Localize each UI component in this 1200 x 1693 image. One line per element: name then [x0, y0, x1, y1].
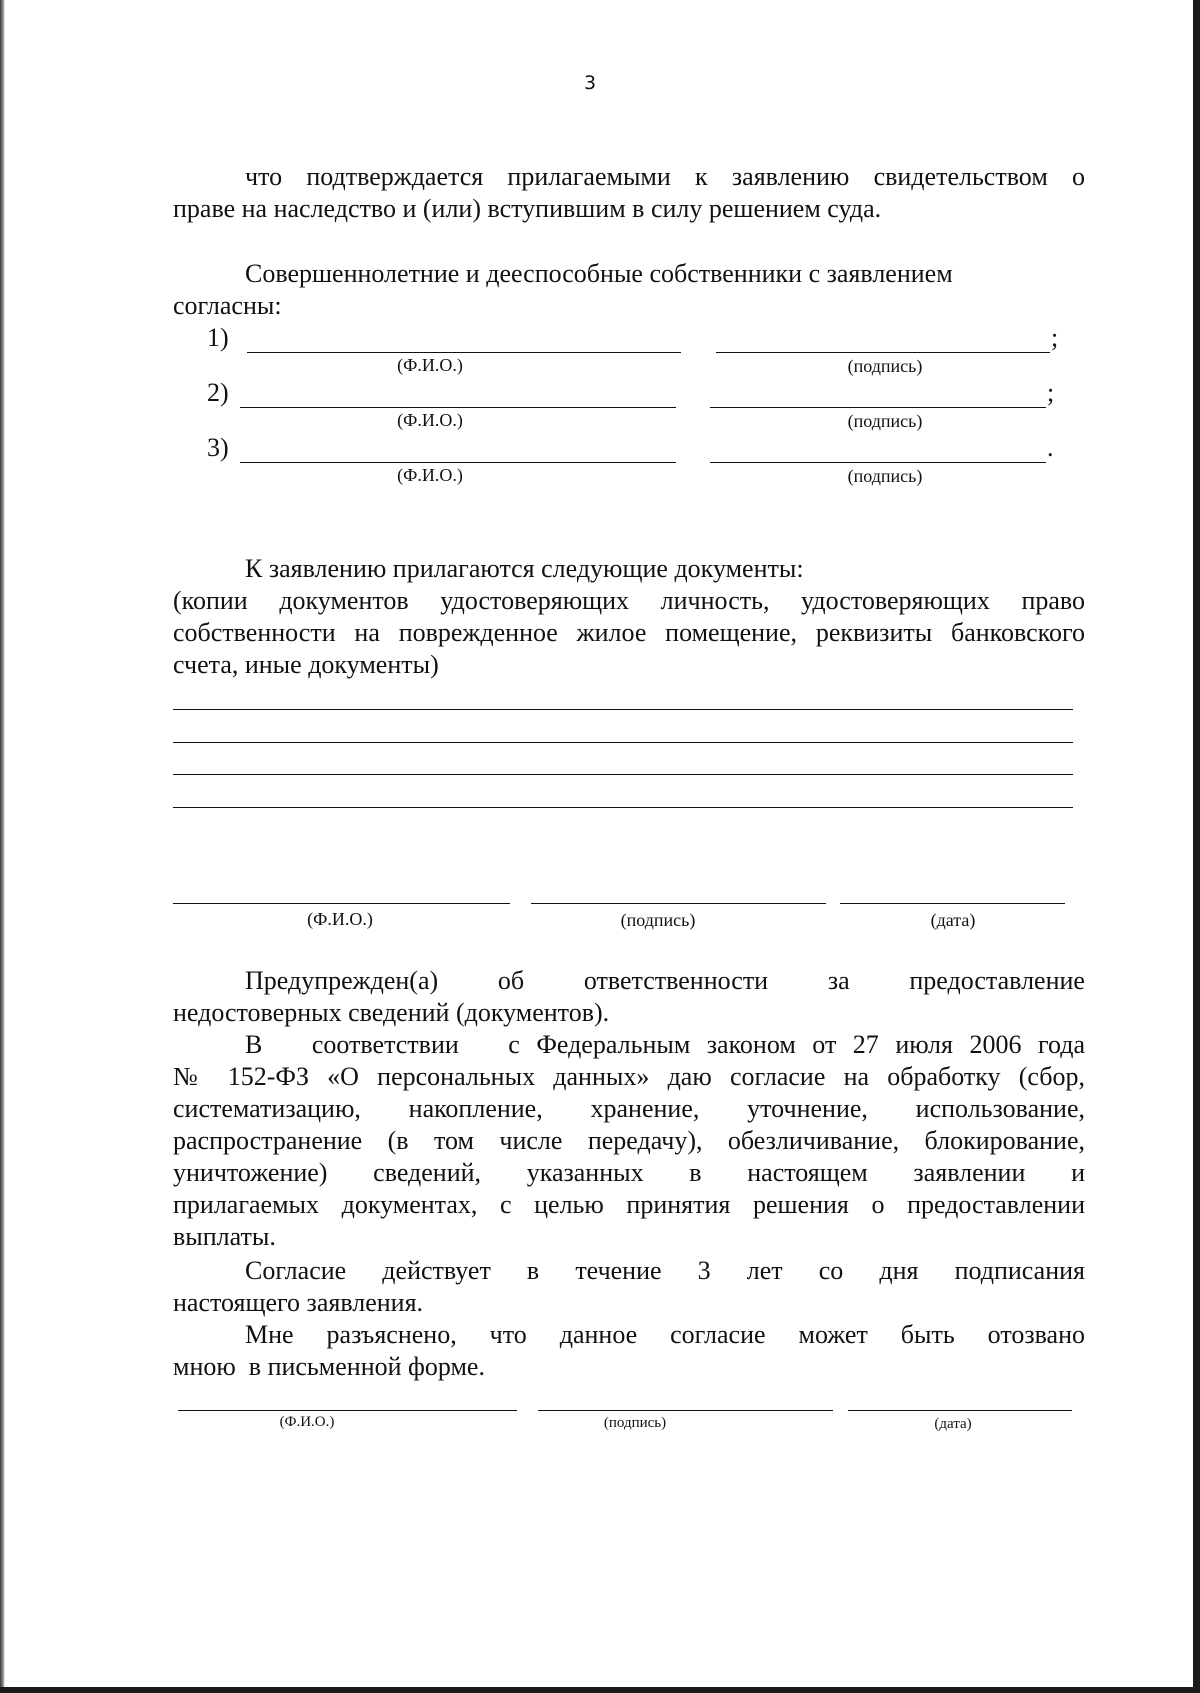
revocation-line-2: мною в письменной форме.: [173, 1352, 485, 1381]
fio-caption: (Ф.И.О.): [279, 1414, 335, 1430]
consent-line-6: прилагаемых документах, с целью принятия решения о предоставлении: [173, 1190, 1085, 1219]
intro-line-2: праве на наследство и (или) вступившим в силу решением суда.: [173, 194, 882, 223]
validity-line-1: Согласие действует в течение 3 лет со дня подписания: [245, 1256, 1085, 1285]
signature-line: [710, 462, 1046, 463]
date-caption: (дата): [934, 1416, 972, 1432]
documents-line-3: счета, иные документы): [173, 650, 439, 679]
consent-paragraph: [173, 1029, 1085, 1253]
signature-caption: (подпись): [620, 910, 696, 930]
warning-word: ответственности: [583, 966, 769, 995]
signature-caption: (подпись): [847, 411, 923, 431]
signature-caption: (подпись): [847, 466, 923, 486]
row-number: 1): [207, 323, 229, 352]
row-end-punct: ;: [1047, 378, 1055, 407]
documents-line-1: (копии документов удостоверяющих личность, удостоверяющих право: [173, 586, 1085, 615]
documents-paragraph: [173, 553, 1085, 681]
fio-line: [178, 1410, 517, 1411]
warning-line-1: [173, 965, 1085, 997]
consent-last-line: выплаты.: [173, 1222, 276, 1251]
date-caption: (дата): [930, 910, 976, 930]
row-number: 3): [207, 433, 229, 462]
documents-blank-line: [173, 807, 1073, 808]
signature-line: [531, 903, 826, 904]
consent-line-2: № 152-ФЗ «О персональных данных» даю согласие на обработку (сбор,: [173, 1062, 1085, 1091]
warning-paragraph: [173, 965, 1085, 1029]
documents-blank-line: [173, 709, 1073, 710]
consent-line-4: распространение (в том числе передачу), обезличивание, блокирование,: [173, 1126, 1085, 1155]
scan-edge-left: [0, 0, 5, 1693]
validity-line-2: настоящего заявления.: [173, 1288, 424, 1317]
warning-word: об: [497, 966, 525, 995]
signature-line: [716, 352, 1050, 353]
signature-caption: (подпись): [847, 356, 923, 376]
revocation-paragraph: [173, 1319, 1085, 1383]
owners-paragraph: [173, 258, 1085, 322]
scan-edge-right: [1193, 0, 1200, 1693]
revocation-line-1: Мне разъяснено, что данное согласие может быть отозвано: [245, 1320, 1085, 1349]
documents-line-2: собственности на поврежденное жилое помещение, реквизиты банковского: [173, 618, 1085, 647]
warning-line-2: недостоверных сведений (документов).: [173, 998, 610, 1027]
warning-word: предоставление: [909, 966, 1085, 995]
warning-word: Предупрежден(а): [245, 966, 439, 995]
consent-line-3: систематизацию, накопление, хранение, уточнение, использование,: [173, 1094, 1085, 1123]
documents-blank-line: [173, 742, 1073, 743]
signature-line: [710, 407, 1046, 408]
row-end-punct: .: [1047, 433, 1054, 462]
consent-line-5: уничтожение) сведений, указанных в настоящем заявлении и: [173, 1158, 1085, 1187]
scan-edge-bottom: [0, 1687, 1200, 1693]
intro-paragraph: [173, 161, 1085, 225]
fio-line: [240, 462, 676, 463]
signature-caption: (подпись): [603, 1415, 667, 1431]
date-line: [848, 1410, 1072, 1411]
fio-caption: (Ф.И.О.): [397, 355, 463, 375]
consent-line-1: В соответствии с Федеральным законом от 27 июля 2006 года: [245, 1030, 1085, 1059]
row-number: 2): [207, 378, 229, 407]
fio-line: [173, 903, 510, 904]
intro-line-1: что подтверждается прилагаемыми к заявлению свидетельством о: [245, 162, 1085, 191]
documents-heading: К заявлению прилагаются следующие документы:: [245, 554, 804, 583]
fio-caption: (Ф.И.О.): [307, 909, 373, 929]
fio-caption: (Ф.И.О.): [397, 410, 463, 430]
documents-blank-line: [173, 774, 1073, 775]
signature-line: [538, 1410, 833, 1411]
fio-caption: (Ф.И.О.): [397, 465, 463, 485]
row-end-punct: ;: [1051, 323, 1059, 352]
warning-word: за: [827, 966, 850, 995]
owners-line-1: Совершеннолетние и дееспособные собственники с заявлением: [245, 259, 953, 288]
fio-line: [240, 407, 676, 408]
fio-line: [247, 352, 681, 353]
page-number: 3: [583, 72, 597, 94]
validity-paragraph: [173, 1255, 1085, 1319]
owners-line-2: согласны:: [173, 291, 282, 320]
date-line: [840, 903, 1065, 904]
